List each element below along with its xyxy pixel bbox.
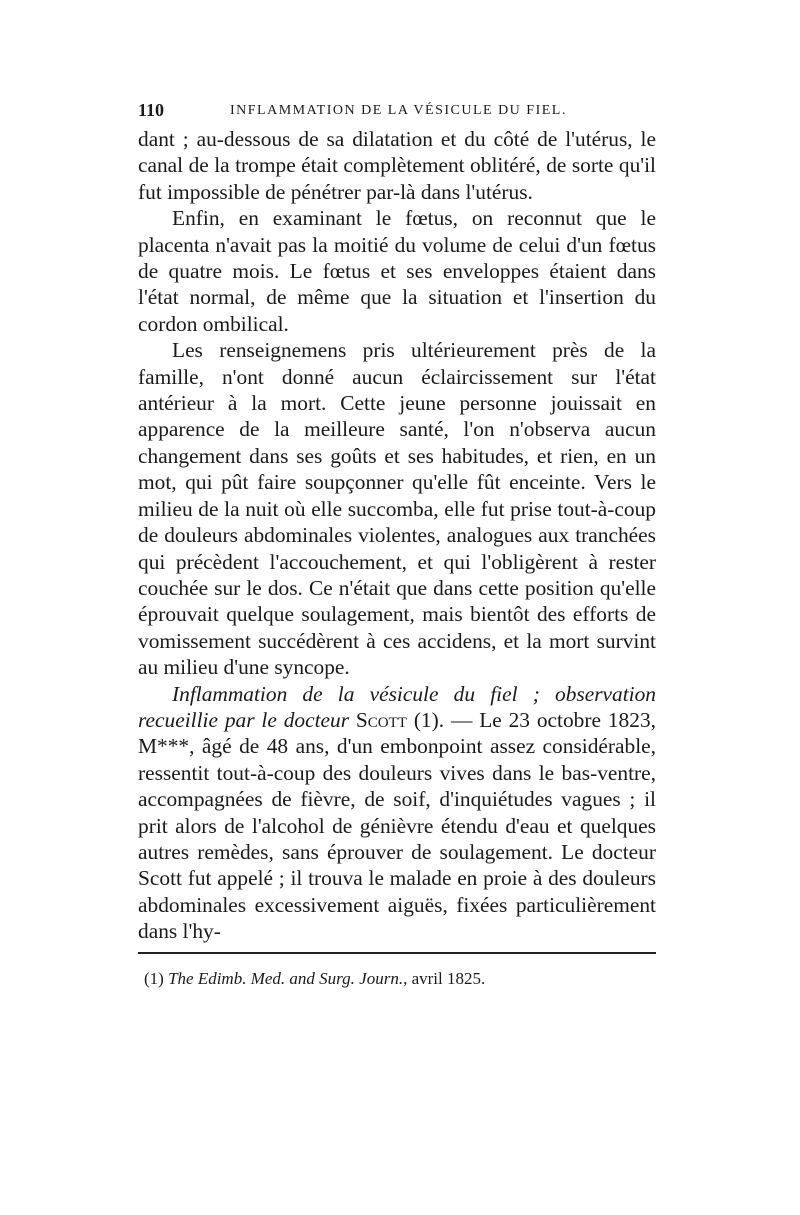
footnote-rule xyxy=(138,952,656,954)
footnote-marker: (1) xyxy=(144,968,164,988)
footnote-date: , avril 1825. xyxy=(403,968,486,988)
page xyxy=(138,96,656,990)
running-head xyxy=(138,96,656,126)
observation-heading: Inflammation de la vésicule du fiel ; observation recueillie par le docteur xyxy=(138,681,656,732)
footnote-source: The Edimb. Med. and Surg. Journ. xyxy=(168,968,404,988)
footnote xyxy=(138,968,656,990)
paragraph-renseignemens: Les renseignemens pris ultérieurement près de la famille, n'ont donné aucun éclaircissement sur l'état antérieur à la mort. Cette jeune personne jouissait en apparence de la meilleure santé, l'on n'observa aucun changement dans ses goûts et ses habitudes, et rien, en un mot, qui pût faire soupçonner qu'elle fût enceinte. Vers le milieu de la nuit où elle succomba, elle fut prise tout-à-coup de douleurs abdominales violentes, analogues aux tranchées qui précèdent l'accouchement, et qui l'obligèrent à rester couchée sur le dos. Ce n'était que dans cette position qu'elle éprouvait quelque soulagement, mais bientôt des efforts de vomissement succédèrent à ces accidens, et la mort survint au milieu d'une syncope. xyxy=(138,338,656,680)
paragraph-continued: dant ; au-dessous de sa dilatation et du côté de l'utérus, le canal de la trompe était complètement oblitéré, de sorte qu'il fut impossible de pénétrer par-là dans l'utérus. xyxy=(138,127,656,204)
paragraph-placenta: Enfin, en examinant le fœtus, on reconnut que le placenta n'avait pas la moitié du volume de celui d'un fœtus de quatre mois. Le fœtus et ses enveloppes étaient dans l'état normal, de même que la situation et l'insertion du cordon ombilical. xyxy=(138,206,656,336)
author-name: Scott xyxy=(355,707,407,732)
body-text xyxy=(138,126,656,945)
running-title: INFLAMMATION DE LA VÉSICULE DU FIEL. xyxy=(230,103,567,118)
observation-text: (1). — Le 23 octobre 1823, M***, âgé de 48 ans, d'un embonpoint assez considérable, ressentit tout-à-coup des douleurs vives dans le bas-ventre, accompagnées de fièvre, de soif, d'inquiétudes vagues ; il prit alors de l'alcohol de génièvre étendu d'eau et quelques autres remèdes, sans éprouver de soulagement. Le docteur Scott fut appelé ; il trouva le malade en proie à des douleurs abdominales excessivement aiguës, fixées particulièrement dans l'hy- xyxy=(138,707,656,944)
page-number: 110 xyxy=(138,100,165,120)
paragraph-observation-scott xyxy=(138,681,656,945)
